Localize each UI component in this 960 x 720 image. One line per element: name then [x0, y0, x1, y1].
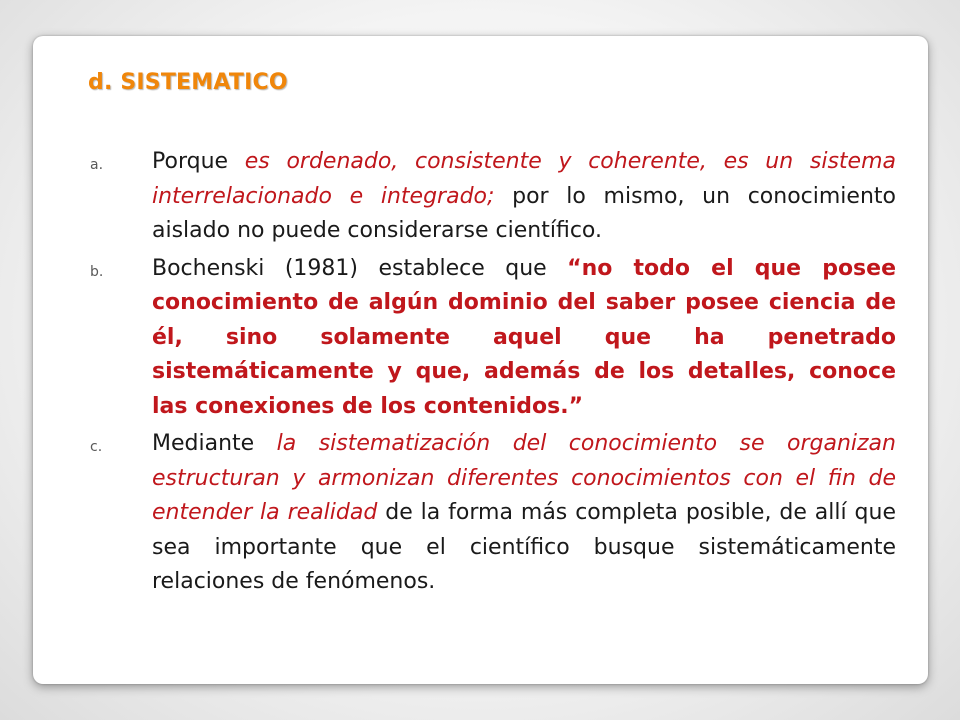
item-a-text-rest: por lo mismo, un conocimiento aislado no puede considerarse científico. [152, 183, 896, 243]
list-item-c [90, 427, 897, 600]
list-marker: b. [90, 263, 104, 280]
slide-heading: d. SISTEMATICO [88, 70, 288, 95]
list-item-b [90, 252, 896, 425]
item-list [90, 145, 897, 603]
item-b-text-intro: Bochenski (1981) establece que [152, 255, 568, 281]
item-a-emphasis: es ordenado, consistente y coherente, es un sistema interrelacionado e integrado; [152, 149, 896, 209]
list-marker: a. [90, 157, 104, 173]
item-b-quote: “no todo el que posee conocimiento de algún dominio del saber posee ciencia de él, sino solamente aquel que ha penetrado sistemáticamente y que, además de los detalles, conoce las conexiones de los contenidos.” [152, 255, 896, 419]
list-marker: c. [90, 439, 103, 455]
list-item-a [90, 145, 896, 249]
item-c-emphasis: la sistematización del conocimiento se organizan estructuran y armonizan diferentes conocimientos con el fin de entender la realidad [152, 431, 896, 525]
item-a-text-intro: Porque [152, 149, 245, 174]
item-c-text-rest: de la forma más completa posible, de allí que sea importante que el científico busque sistemáticamente relaciones de fenómenos. [152, 500, 897, 594]
item-c-text-intro: Mediante [152, 431, 277, 456]
